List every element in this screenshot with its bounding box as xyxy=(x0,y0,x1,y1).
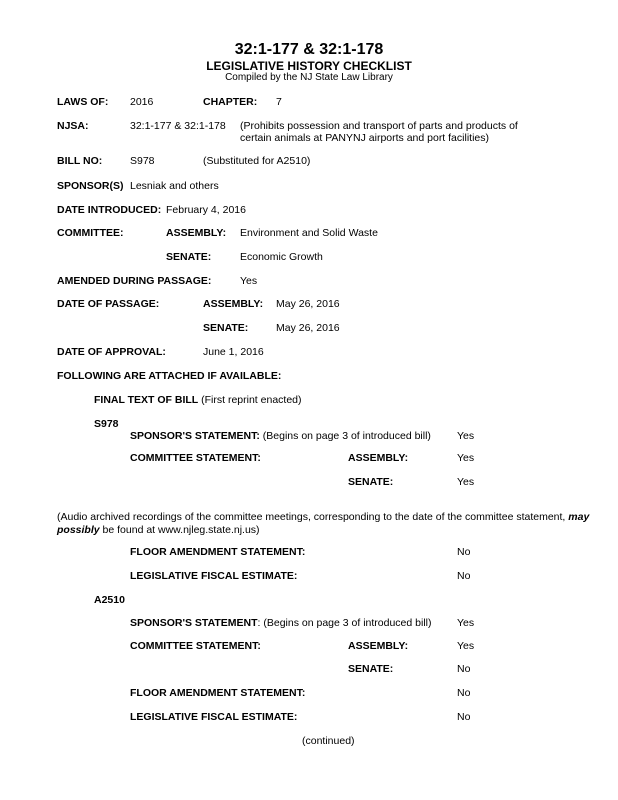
laws-of-label: LAWS OF: xyxy=(57,96,109,108)
amended-label: AMENDED DURING PASSAGE: xyxy=(57,275,212,287)
s978-committee-senate-label: SENATE: xyxy=(348,476,394,488)
a2510-committee-assembly-value: Yes xyxy=(457,640,475,652)
a2510-heading: A2510 xyxy=(94,594,125,606)
s978-committee-assembly-label: ASSEMBLY: xyxy=(348,452,409,464)
committee-assembly-value: Environment and Solid Waste xyxy=(240,227,378,239)
committee-senate-value: Economic Growth xyxy=(240,251,323,263)
continued-note: (continued) xyxy=(302,735,355,747)
s978-fiscal-label: LEGISLATIVE FISCAL ESTIMATE: xyxy=(130,570,298,582)
bill-no-label: BILL NO: xyxy=(57,155,103,167)
page-subtitle: LEGISLATIVE HISTORY CHECKLIST xyxy=(206,59,412,73)
s978-committee-senate-value: Yes xyxy=(457,476,475,488)
a2510-sponsor-value: Yes xyxy=(457,617,475,629)
s978-committee-assembly-value: Yes xyxy=(457,452,475,464)
njsa-description-line2: certain animals at PANYNJ airports and port facilities) xyxy=(240,132,489,144)
njsa-value: 32:1-177 & 32:1-178 xyxy=(130,120,226,132)
passage-senate-label: SENATE: xyxy=(203,322,249,334)
a2510-fiscal-value: No xyxy=(457,711,471,723)
s978-heading: S978 xyxy=(94,418,119,430)
date-of-approval-value: June 1, 2016 xyxy=(203,346,264,358)
amended-value: Yes xyxy=(240,275,258,287)
s978-fiscal-value: No xyxy=(457,570,471,582)
a2510-sponsor-note: : (Begins on page 3 of introduced bill) xyxy=(257,617,432,629)
a2510-sponsor-label: SPONSOR'S STATEMENT xyxy=(130,617,258,629)
audio-note-part2: be found at www.njleg.state.nj.us) xyxy=(102,524,260,536)
s978-committee-label: COMMITTEE STATEMENT: xyxy=(130,452,261,464)
bill-no-note: (Substituted for A2510) xyxy=(203,155,311,167)
page-title: 32:1-177 & 32:1-178 xyxy=(234,41,384,58)
a2510-floor-label: FLOOR AMENDMENT STATEMENT: xyxy=(130,687,306,699)
a2510-committee-label: COMMITTEE STATEMENT: xyxy=(130,640,261,652)
date-of-passage-label: DATE OF PASSAGE: xyxy=(57,298,160,310)
committee-senate-label: SENATE: xyxy=(166,251,212,263)
attached-header: FOLLOWING ARE ATTACHED IF AVAILABLE: xyxy=(57,370,282,382)
passage-assembly-label: ASSEMBLY: xyxy=(203,298,264,310)
date-introduced-label: DATE INTRODUCED: xyxy=(57,204,162,216)
a2510-sponsor-line xyxy=(130,617,432,630)
passage-assembly-value: May 26, 2016 xyxy=(276,298,340,310)
laws-of-value: 2016 xyxy=(130,96,154,108)
audio-note-part1: (Audio archived recordings of the committee meetings, corresponding to the date of the committee statement, xyxy=(57,511,566,523)
date-of-approval-label: DATE OF APPROVAL: xyxy=(57,346,166,358)
a2510-floor-value: No xyxy=(457,687,471,699)
audio-note xyxy=(57,511,607,537)
final-text-label: FINAL TEXT OF BILL xyxy=(94,394,199,406)
s978-sponsor-note: (Begins on page 3 of introduced bill) xyxy=(262,430,431,442)
passage-senate-value: May 26, 2016 xyxy=(276,322,340,334)
s978-sponsor-label: SPONSOR'S STATEMENT: xyxy=(130,430,260,442)
committee-label: COMMITTEE: xyxy=(57,227,124,239)
committee-assembly-label: ASSEMBLY: xyxy=(166,227,227,239)
audio-note-emphasis: may possibly xyxy=(57,511,590,536)
a2510-committee-senate-label: SENATE: xyxy=(348,663,394,675)
chapter-label: CHAPTER: xyxy=(203,96,258,108)
a2510-committee-senate-value: No xyxy=(457,663,471,675)
njsa-label: NJSA: xyxy=(57,120,89,132)
date-introduced-value: February 4, 2016 xyxy=(166,204,246,216)
s978-sponsor-line xyxy=(130,430,431,443)
sponsors-label: SPONSOR(S) xyxy=(57,180,124,192)
s978-floor-label: FLOOR AMENDMENT STATEMENT: xyxy=(130,546,306,558)
njsa-description-line1: (Prohibits possession and transport of parts and products of xyxy=(240,120,518,132)
chapter-value: 7 xyxy=(276,96,282,108)
a2510-fiscal-label: LEGISLATIVE FISCAL ESTIMATE: xyxy=(130,711,298,723)
compiled-by: Compiled by the NJ State Law Library xyxy=(225,72,393,83)
s978-floor-value: No xyxy=(457,546,471,558)
s978-sponsor-value: Yes xyxy=(457,430,475,442)
sponsors-value: Lesniak and others xyxy=(130,180,219,192)
a2510-committee-assembly-label: ASSEMBLY: xyxy=(348,640,409,652)
bill-no-value: S978 xyxy=(130,155,155,167)
final-text-note: (First reprint enacted) xyxy=(201,394,302,406)
final-text-line xyxy=(94,394,302,407)
